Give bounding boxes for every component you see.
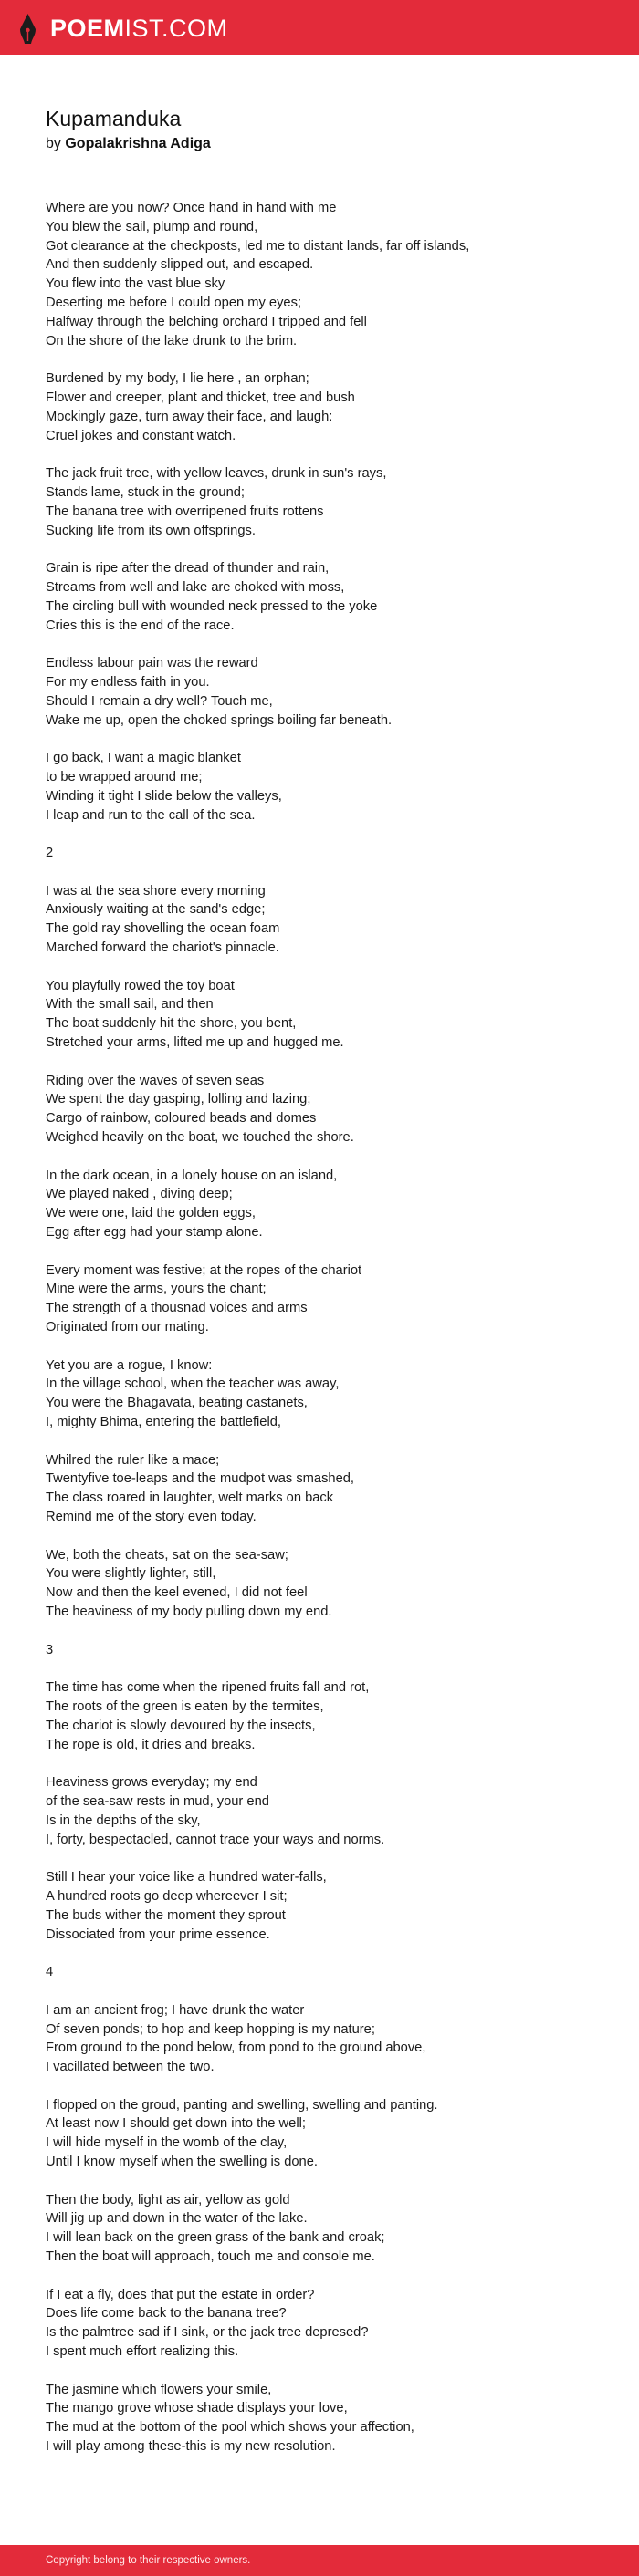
poem-stanza	[46, 882, 602, 958]
poem-line: Stands lame, stuck in the ground;	[46, 484, 245, 500]
poem-line: I, mighty Bhima, entering the battlefield,	[46, 1415, 281, 1429]
poem-line: We were one, laid the golden eggs,	[46, 1206, 256, 1221]
poem-line: Yet you are a rogue, I know:	[46, 1357, 213, 1373]
pen-nib-icon	[18, 14, 37, 44]
poem-line: The jasmine which flowers your smile,	[46, 2382, 272, 2397]
poem-stanza	[46, 369, 602, 445]
poem-line: 3	[46, 1642, 54, 1657]
logo-light-text: IST.COM	[124, 15, 228, 42]
poem-line: Anxiously waiting at the sand's edge;	[46, 902, 266, 918]
poem-line: The time has come when the ripened fruits fall and rot,	[46, 1680, 370, 1696]
poem-line: Cruel jokes and constant watch.	[46, 428, 236, 443]
poem-line: I flopped on the groud, panting and swelling, swelling and panting.	[46, 2097, 438, 2113]
copyright-notice: Copyright belong to their respective owners.	[46, 2555, 251, 2566]
poem-line: Streams from well and lake are choked with moss,	[46, 579, 345, 595]
site-footer	[0, 2545, 639, 2576]
poem-line: Is in the depths of the sky,	[46, 1813, 201, 1828]
poem-line: In the dark ocean, in a lonely house on an island,	[46, 1168, 338, 1183]
poem-line: I, forty, bespectacled, cannot trace your ways and norms.	[46, 1832, 385, 1847]
poem-line: Sucking life from its own offsprings.	[46, 523, 256, 538]
poem-line: Where are you now? Once hand in hand with me	[46, 201, 337, 215]
poem-line: Wake me up, open the choked springs boiling far beneath.	[46, 712, 393, 728]
poem-line: Will jig up and down in the water of the lake.	[46, 2211, 308, 2227]
poem-line: Winding it tight I slide below the valleys,	[46, 788, 282, 804]
poem-stanza	[46, 1641, 602, 1660]
poem-stanza	[46, 749, 602, 825]
poem-line: We, both the cheats, sat on the sea-saw;	[46, 1547, 288, 1563]
poem-line: of the sea-saw rests in mud, your end	[46, 1793, 269, 1809]
poem-line: You blew the sail, plump and round,	[46, 219, 258, 234]
poem-stanza	[46, 559, 602, 635]
poem-stanza	[46, 2381, 602, 2457]
poem-line: Now and then the keel evened, I did not feel	[46, 1585, 308, 1601]
poem-line: We played naked , diving deep;	[46, 1187, 233, 1202]
poem-line: The chariot is slowly devoured by the insects,	[46, 1718, 316, 1733]
poem-stanza	[46, 654, 602, 730]
poem-line: For my endless faith in you.	[46, 674, 210, 690]
poem-line: The banana tree with overripened fruits rottens	[46, 504, 324, 519]
poem-stanza	[46, 1678, 602, 1754]
poem-line: We spent the day gasping, lolling and lazing;	[46, 1092, 311, 1107]
poem-line: Dissociated from your prime essence.	[46, 1927, 270, 1942]
poem-line: You were the Bhagavata, beating castanets,	[46, 1396, 308, 1411]
poem-line: If I eat a fly, does that put the estate in order?	[46, 2287, 315, 2302]
poem-line: The rope is old, it dries and breaks.	[46, 1737, 256, 1752]
poem-stanza	[46, 977, 602, 1053]
poem-line: I was at the sea shore every morning	[46, 883, 266, 898]
poem-line: The jack fruit tree, with yellow leaves, drunk in sun's rays,	[46, 466, 387, 482]
poem-line: to be wrapped around me;	[46, 769, 203, 784]
poem-line: From ground to the pond below, from pond to the ground above,	[46, 2041, 426, 2056]
logo-bold-text: POEM	[50, 15, 125, 42]
poem-line: Cries this is the end of the race.	[46, 618, 235, 633]
poem-line: The heaviness of my body pulling down my end.	[46, 1604, 332, 1619]
poem-line: And then suddenly slipped out, and escaped.	[46, 257, 314, 273]
poem-stanza	[46, 1356, 602, 1432]
poem-line: Until I know myself when the swelling is done.	[46, 2155, 318, 2170]
poem-stanza	[46, 2286, 602, 2362]
poem-line: Riding over the waves of seven seas	[46, 1073, 265, 1088]
poem-line: Twentyfive toe-leaps and the mudpot was smashed,	[46, 1471, 354, 1487]
poem-line: Got clearance at the checkposts, led me to distant lands, far off islands,	[46, 238, 470, 254]
poem-line: Burdened by my body, I lie here , an orphan;	[46, 371, 309, 387]
poem-line: You flew into the vast blue sky	[46, 276, 225, 292]
poem-line: I vacillated between the two.	[46, 2060, 215, 2075]
poem-stanza	[46, 2001, 602, 2077]
poem-line: A hundred roots go deep whereever I sit;	[46, 1888, 288, 1904]
poem-line: Whilred the ruler like a mace;	[46, 1452, 220, 1468]
poem-line: Of seven ponds; to hop and keep hopping is my nature;	[46, 2021, 375, 2037]
poem-line: I will lean back on the green grass of the bank and croak;	[46, 2230, 385, 2246]
poem-stanza	[46, 2096, 602, 2172]
poem-line: I will hide myself in the womb of the clay,	[46, 2135, 288, 2151]
poem-line: Grain is ripe after the dread of thunder and rain,	[46, 561, 330, 576]
poem-line: Marched forward the chariot's pinnacle.	[46, 940, 279, 956]
poem-stanza	[46, 1262, 602, 1337]
poem-line: Egg after egg had your stamp alone.	[46, 1225, 263, 1241]
poem-line: Deserting me before I could open my eyes;	[46, 295, 302, 310]
poem-line: I will play among these-this is my new resolution.	[46, 2439, 336, 2455]
poem-line: 2	[46, 846, 54, 861]
poem-stanza	[46, 2191, 602, 2267]
poem-stanza	[46, 1167, 602, 1242]
poem-line: I leap and run to the call of the sea.	[46, 807, 256, 823]
poem-body	[46, 199, 602, 2476]
poem-line: Every moment was festive; at the ropes of the chariot	[46, 1262, 362, 1278]
poem-line: Cargo of rainbow, coloured beads and domes	[46, 1111, 317, 1127]
poem-line: The circling bull with wounded neck pressed to the yoke	[46, 598, 378, 614]
poem-line: I spent much effort realizing this.	[46, 2344, 239, 2360]
poem-line: Still I hear your voice like a hundred water-falls,	[46, 1870, 327, 1885]
poem-line: You playfully rowed the toy boat	[46, 978, 235, 993]
poem-line: Mockingly gaze, turn away their face, and laugh:	[46, 409, 333, 424]
poem-line: With the small sail, and then	[46, 997, 214, 1013]
poem-line: The roots of the green is eaten by the termites,	[46, 1698, 324, 1714]
site-logo-text	[50, 13, 228, 44]
poem-line: You were slightly lighter, still,	[46, 1566, 216, 1582]
site-logo[interactable]	[18, 13, 228, 44]
poem-line: In the village school, when the teacher was away,	[46, 1376, 340, 1392]
poem-byline	[46, 135, 211, 153]
poem-line: Should I remain a dry well? Touch me,	[46, 693, 273, 709]
poem-author[interactable]: Gopalakrishna Adiga	[65, 136, 211, 151]
poem-line: The mud at the bottom of the pool which shows your affection,	[46, 2420, 414, 2436]
poem-stanza	[46, 1868, 602, 1944]
poem-line: Endless labour pain was the reward	[46, 656, 258, 671]
poem-line: Is the palmtree sad if I sink, or the jack tree depresed?	[46, 2325, 369, 2341]
poem-stanza	[46, 1072, 602, 1148]
poem-line: The class roared in laughter, welt marks on back	[46, 1491, 334, 1506]
poem-line: The gold ray shovelling the ocean foam	[46, 921, 280, 937]
poem-line: Heaviness grows everyday; my end	[46, 1775, 257, 1791]
poem-line: The buds wither the moment they sprout	[46, 1907, 286, 1923]
poem-line: Weighed heavily on the boat, we touched the shore.	[46, 1130, 354, 1146]
poem-line: At least now I should get down into the well;	[46, 2116, 306, 2132]
poem-line: Stretched your arms, lifted me up and hugged me.	[46, 1035, 344, 1051]
by-label: by	[46, 136, 61, 151]
poem-title: Kupamanduka	[46, 107, 182, 130]
poem-line: Does life come back to the banana tree?	[46, 2306, 287, 2322]
poem-stanza	[46, 1546, 602, 1622]
poem-line: The strength of a thousnad voices and arms	[46, 1301, 308, 1316]
site-header	[0, 0, 639, 55]
poem-line: The mango grove whose shade displays your love,	[46, 2401, 348, 2416]
poem-line: I am an ancient frog; I have drunk the water	[46, 2002, 305, 2018]
poem-stanza	[46, 844, 602, 863]
poem-stanza	[46, 464, 602, 540]
poem-line: The boat suddenly hit the shore, you bent,	[46, 1016, 297, 1032]
poem-line: Mine were the arms, yours the chant;	[46, 1282, 267, 1297]
poem-line: On the shore of the lake drunk to the brim.	[46, 333, 298, 348]
poem-stanza	[46, 1963, 602, 1982]
poem-line: Originated from our mating.	[46, 1320, 209, 1335]
poem-line: Halfway through the belching orchard I tripped and fell	[46, 314, 367, 329]
poem-stanza	[46, 199, 602, 350]
poem-line: Then the body, light as air, yellow as gold	[46, 2192, 290, 2207]
poem-line: Then the boat will approach, touch me and console me.	[46, 2249, 375, 2265]
poem-stanza	[46, 1451, 602, 1527]
poem-stanza	[46, 1773, 602, 1849]
poem-line: 4	[46, 1965, 54, 1980]
poem-line: Remind me of the story even today.	[46, 1509, 257, 1524]
poem-line: I go back, I want a magic blanket	[46, 751, 241, 766]
poem-line: Flower and creeper, plant and thicket, tree and bush	[46, 390, 355, 405]
